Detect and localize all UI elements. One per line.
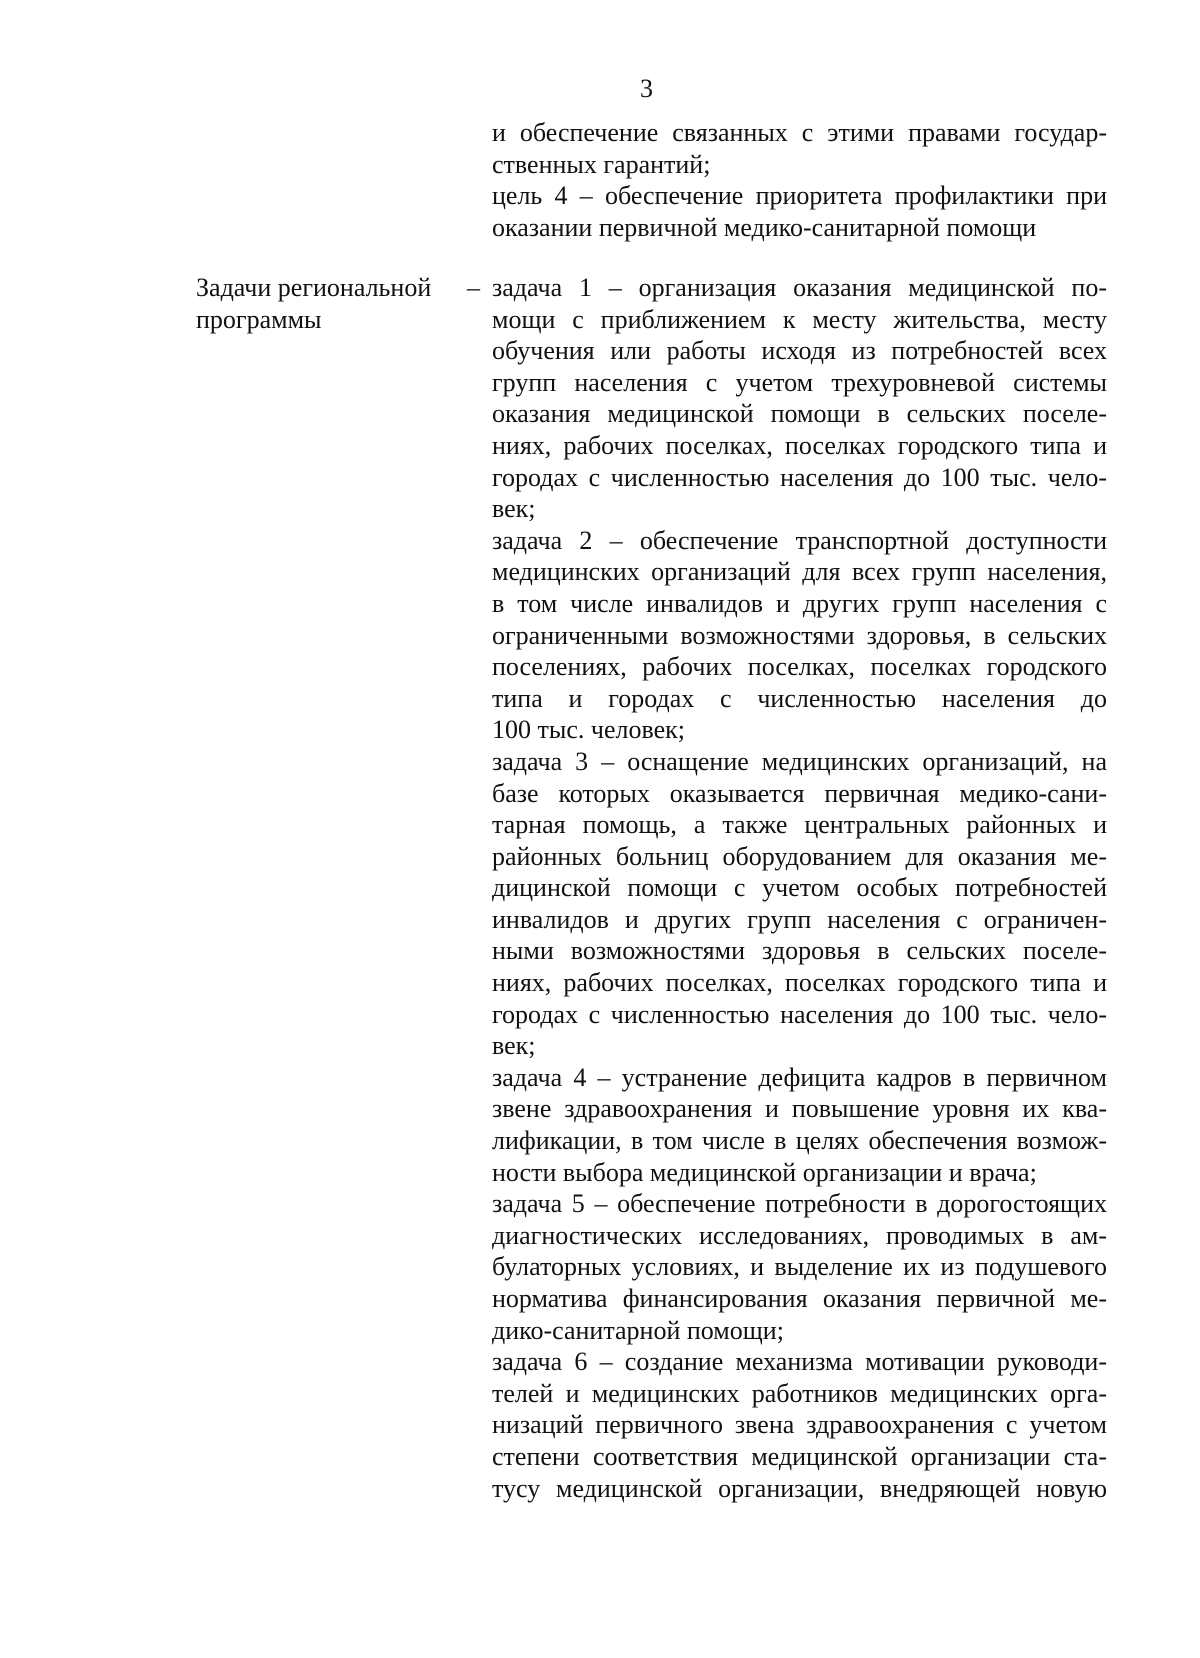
text-line: типа и городах с численностью населения до	[492, 683, 1107, 713]
text-line: диагностических исследованиях, проводимых в ам-	[492, 1220, 1107, 1250]
text-line: районных больниц оборудованием для оказания ме-	[492, 841, 1107, 871]
text-line: в том числе инвалидов и других групп населения с	[492, 588, 1107, 618]
text-line: норматива финансирования оказания первичной ме-	[492, 1284, 1107, 1313]
text-line: медицинских организаций для всех групп населения,	[492, 557, 1107, 587]
text-line: мощи с приближением к месту жительства, месту	[492, 304, 1107, 334]
text-line: век;	[492, 494, 536, 524]
text-line: городах с численностью населения до 100 тыс. чело-	[492, 999, 1107, 1029]
goals-continuation	[492, 117, 1107, 243]
text-line: звене здравоохранения и повышение уровня их ква-	[492, 1094, 1107, 1124]
tasks-label-text: Задачи региональной	[196, 273, 432, 302]
text-line: телей и медицинских работников медицинских орга-	[492, 1378, 1107, 1408]
text-line: поселениях, рабочих поселках, поселках городского	[492, 652, 1107, 682]
text-line: ограниченными возможностями здоровья, в сельских	[492, 620, 1107, 650]
tasks-label	[196, 272, 480, 335]
tasks-label-dash: –	[467, 273, 480, 302]
text-line: задача 2 – обеспечение транспортной доступности	[492, 525, 1107, 555]
text-line: век;	[492, 1031, 536, 1061]
tasks-list	[492, 272, 1107, 1504]
text-line: 100 тыс. человек;	[492, 715, 685, 745]
text-line: степени соответствия медицинской организации ста-	[492, 1441, 1107, 1471]
text-line: тусу медицинской организации, внедряющей новую	[492, 1473, 1107, 1503]
text-line: задача 3 – оснащение медицинских организаций, на	[492, 746, 1107, 776]
text-line: ности выбора медицинской организации и врача;	[492, 1157, 1037, 1187]
tasks-label-row	[196, 272, 480, 304]
text-line: оказания медицинской помощи в сельских поселе-	[492, 399, 1107, 429]
text-line: ниях, рабочих поселках, поселках городского типа и	[492, 430, 1107, 460]
tasks-label-text: программы	[196, 304, 322, 334]
text-line: обучения или работы исходя из потребностей всех	[492, 336, 1107, 366]
tasks-label-row	[196, 304, 480, 336]
text-line: низаций первичного звена здравоохранения с учетом	[492, 1410, 1107, 1440]
text-line: задача 1 – организация оказания медицинской по-	[492, 273, 1107, 302]
text-line: задача 5 – обеспечение потребности в дорогостоящих	[492, 1189, 1107, 1219]
text-line: булаторных условиях, и выделение их из подушевого	[492, 1252, 1107, 1282]
text-line: дицинской помощи с учетом особых потребностей	[492, 873, 1107, 903]
text-line: оказании первичной медико-санитарной помощи	[492, 212, 1037, 242]
text-line: задача 6 – создание механизма мотивации руководи-	[492, 1347, 1107, 1377]
text-line: ными возможностями здоровья в сельских поселе-	[492, 936, 1107, 966]
text-line: дико-санитарной помощи;	[492, 1315, 784, 1345]
text-line: базе которых оказывается первичная медико-сани-	[492, 778, 1107, 808]
text-line: задача 4 – устранение дефицита кадров в первичном	[492, 1062, 1107, 1092]
text-line: и обеспечение связанных с этими правами государ-	[492, 118, 1107, 147]
text-line: ниях, рабочих поселках, поселках городского типа и	[492, 968, 1107, 998]
text-line: городах с численностью населения до 100 тыс. чело-	[492, 462, 1107, 492]
text-line: лификации, в том числе в целях обеспечения возмож-	[492, 1126, 1107, 1156]
text-line: цель 4 – обеспечение приоритета профилактики при	[492, 181, 1107, 211]
text-line: тарная помощь, а также центральных районных и	[492, 810, 1107, 840]
text-line: ственных гарантий;	[492, 149, 711, 179]
text-line: групп населения с учетом трехуровневой системы	[492, 367, 1107, 397]
text-line: инвалидов и других групп населения с ограничен-	[492, 904, 1107, 934]
page-number: 3	[640, 74, 653, 103]
